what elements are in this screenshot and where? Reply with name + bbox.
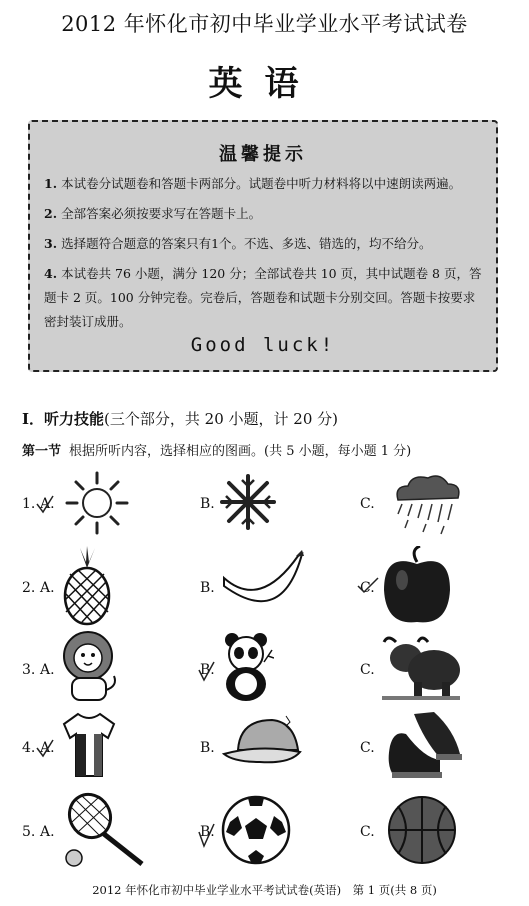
checkmark-icon <box>34 738 56 760</box>
option-c-label[interactable]: C. <box>360 662 375 678</box>
lion-icon <box>60 630 120 704</box>
notice-item-number: 2. <box>44 206 58 221</box>
option-b-label[interactable]: B. <box>200 740 215 756</box>
banana-icon <box>220 550 304 620</box>
notice-item-number: 4. <box>44 266 58 281</box>
good-luck-text: Good luck! <box>190 334 336 356</box>
section-heading <box>22 440 411 459</box>
basketball-icon <box>386 794 458 866</box>
cap-icon <box>220 714 308 774</box>
option-a-label[interactable]: A. <box>40 824 55 840</box>
checkmark-icon <box>34 494 56 516</box>
pineapple-icon <box>62 546 112 626</box>
option-c-label[interactable]: C. <box>360 580 375 596</box>
notice-item-text: 本试卷分试题卷和答题卡两部分。试题卷中听力材料将以中速朗读两遍。 <box>61 176 462 191</box>
part-numeral: I．听力技能 <box>22 410 105 428</box>
question-row <box>0 708 529 788</box>
part-detail: (三个部分，共 20 小题，计 20 分) <box>104 410 338 428</box>
notice-item-3 <box>44 232 484 256</box>
panda-icon <box>220 632 274 702</box>
page-footer: 2012 年怀化市初中毕业学业水平考试试卷(英语) 第 1 页(共 8 页) <box>92 883 437 897</box>
option-a-label[interactable]: A. <box>40 580 55 596</box>
option-b-label[interactable]: B. <box>200 580 215 596</box>
option-b-label[interactable]: B. <box>200 662 215 678</box>
question-row <box>0 466 529 546</box>
section-label: 第一节 <box>22 444 62 459</box>
notice-item-2 <box>44 202 484 226</box>
rain-cloud-icon <box>388 472 464 536</box>
soccer-ball-icon <box>220 794 292 866</box>
sun-icon <box>64 470 130 536</box>
notice-item-text: 全部答案必须按要求写在答题卡上。 <box>61 206 262 221</box>
subject-title: 英语 <box>208 64 321 104</box>
option-a-label[interactable]: A. <box>40 662 55 678</box>
checkmark-icon <box>196 658 218 684</box>
option-c-label[interactable]: C. <box>360 740 375 756</box>
notice-item-number: 3. <box>44 236 58 251</box>
option-b-label[interactable]: B. <box>200 824 215 840</box>
notice-item-text: 选择题符合题意的答案只有1个。不选、多选、错选的，均不给分。 <box>61 236 432 251</box>
option-a-label[interactable]: A. <box>40 740 55 756</box>
question-row <box>0 790 529 870</box>
sneakers-icon <box>384 710 464 782</box>
question-number: 5. <box>22 824 36 840</box>
option-c-label[interactable]: C. <box>360 496 375 512</box>
section-instruction: 根据所听内容，选择相应的图画。(共 5 小题，每小题 1 分) <box>69 444 412 459</box>
option-c-label[interactable]: C. <box>360 824 375 840</box>
question-number: 4. <box>22 740 36 756</box>
question-row <box>0 546 529 626</box>
checkmark-icon <box>356 576 380 596</box>
question-number: 2. <box>22 580 36 596</box>
snowflake-icon <box>218 472 278 532</box>
exam-title: 2012 年怀化市初中毕业学业水平考试试卷 <box>61 12 468 36</box>
option-a-label[interactable]: A. <box>40 496 55 512</box>
apple-icon <box>380 546 454 626</box>
notice-box <box>28 120 498 372</box>
part-heading <box>22 408 338 429</box>
notice-item-4 <box>44 262 484 334</box>
tennis-racket-icon <box>62 792 146 868</box>
option-b-label[interactable]: B. <box>200 496 215 512</box>
question-number: 1. <box>22 496 36 512</box>
tshirt-icon <box>62 712 116 778</box>
question-row <box>0 628 529 708</box>
notice-item-text: 本试卷共 76 小题，满分 120 分；全部试卷共 10 页，其中试题卷 8 页，答题卡 2 页。100 分钟完卷。完卷后，答题卷和试题卡分别交回。答题卡按要求密封装订成册。 <box>44 266 482 329</box>
notice-title: 温馨提示 <box>219 144 307 165</box>
bull-icon <box>378 632 462 702</box>
notice-item-1 <box>44 172 484 196</box>
notice-item-number: 1. <box>44 176 58 191</box>
checkmark-icon <box>196 820 218 850</box>
question-number: 3. <box>22 662 36 678</box>
